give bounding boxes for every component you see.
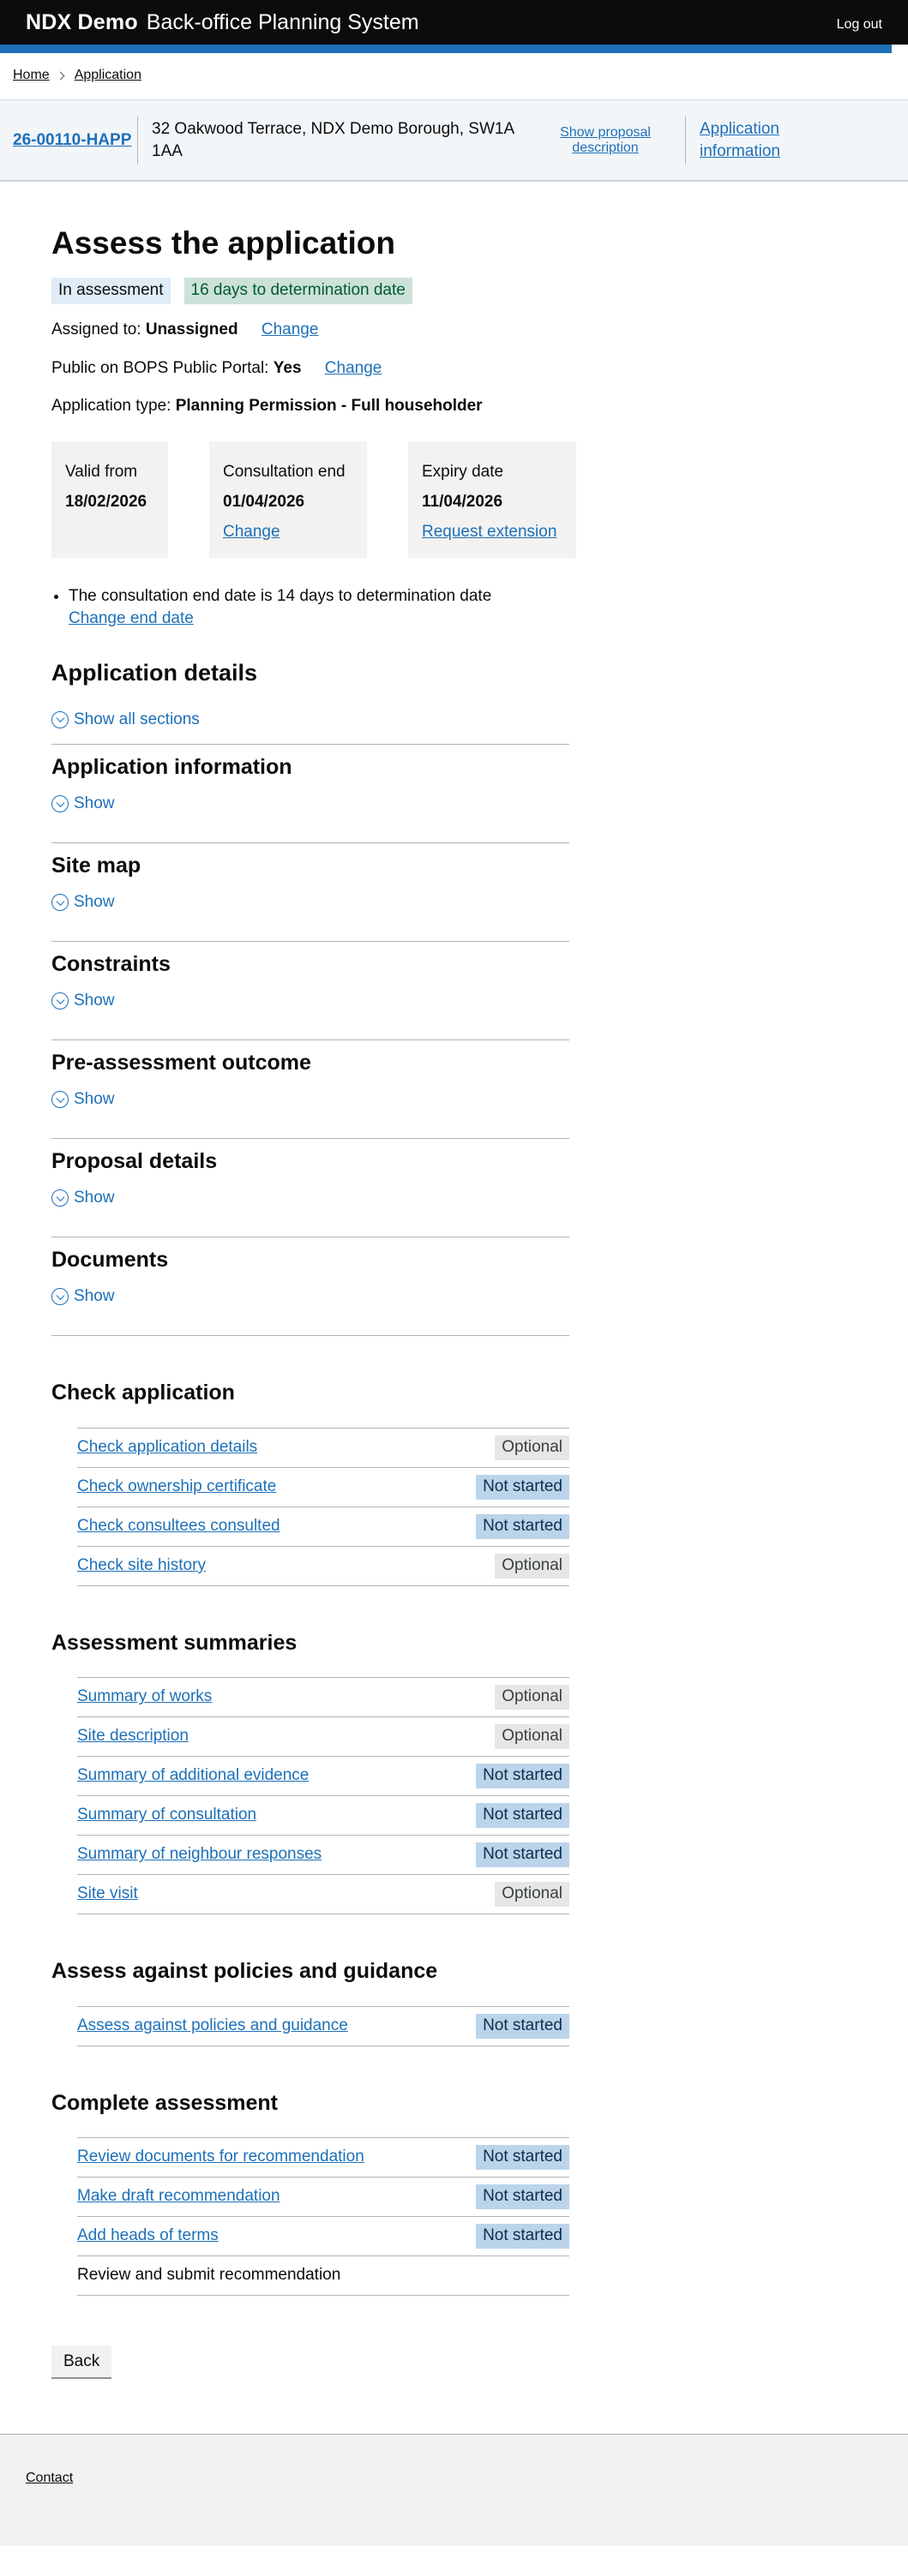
back-button[interactable]: Back — [51, 2345, 111, 2377]
task-groups — [51, 1379, 857, 2296]
chevron-down-icon — [51, 1091, 69, 1108]
task-link[interactable]: Assess against policies and guidance — [77, 2016, 348, 2034]
show-all-sections-button[interactable] — [51, 710, 857, 731]
application-reference-link[interactable]: 26-00110-HAPP — [13, 130, 132, 149]
brand-name: NDX Demo — [26, 9, 138, 34]
application-details-accordion — [51, 744, 569, 1336]
task-list — [77, 2006, 569, 2046]
show-all-sections-label: Show all sections — [74, 710, 200, 728]
breadcrumb-home[interactable]: Home — [13, 68, 50, 83]
accordion-section-heading: Documents — [51, 1248, 169, 1273]
task-group — [51, 1629, 857, 1915]
page-title: Assess the application — [51, 225, 395, 261]
task-status-badge: Not started — [476, 1764, 569, 1788]
task-status-badge: Not started — [476, 2145, 569, 2170]
task-status-badge: Optional — [495, 1435, 569, 1460]
contact-link[interactable]: Contact — [26, 2471, 74, 2486]
task-row — [77, 1716, 569, 1756]
accordion-section — [51, 1039, 569, 1138]
task-link[interactable]: Site visit — [77, 1884, 138, 1903]
accordion-show-label: Show — [74, 1089, 115, 1108]
accordion-show-button[interactable] — [51, 1286, 569, 1308]
breadcrumb-application[interactable]: Application — [74, 68, 141, 83]
task-row — [77, 1428, 569, 1467]
task-row — [77, 1756, 569, 1795]
valid-from-label: Valid from — [65, 463, 138, 482]
application-details-heading: Application details — [51, 660, 258, 686]
public-portal-value: Yes — [273, 358, 302, 377]
accordion-show-label: Show — [74, 794, 115, 812]
change-assignee-link[interactable]: Change — [261, 321, 319, 339]
task-list — [77, 1428, 569, 1586]
status-badge: In assessment — [51, 278, 171, 304]
accordion-section — [51, 744, 569, 842]
task-list — [77, 1677, 569, 1914]
accordion-show-label: Show — [74, 1188, 115, 1207]
accordion-show-button[interactable] — [51, 1089, 569, 1111]
expiry-date-card — [408, 441, 576, 558]
breadcrumb — [0, 53, 908, 99]
accordion-show-label: Show — [74, 892, 115, 911]
task-group-heading: Assess against policies and guidance — [51, 1959, 438, 1984]
task-link[interactable]: Summary of additional evidence — [77, 1766, 310, 1785]
chevron-down-icon — [51, 992, 69, 1009]
days-remaining-badge: 16 days to determination date — [184, 278, 412, 304]
valid-from-value: 18/02/2026 — [65, 492, 147, 511]
task-status-badge: Optional — [495, 1685, 569, 1710]
task-row — [77, 1507, 569, 1546]
expiry-date-value: 11/04/2026 — [422, 492, 503, 511]
task-link[interactable]: Check ownership certificate — [77, 1477, 277, 1495]
task-link[interactable]: Check application details — [77, 1437, 258, 1456]
task-list — [77, 2137, 569, 2296]
accordion-section — [51, 842, 569, 941]
task-status-badge: Not started — [476, 2224, 569, 2249]
valid-from-card — [51, 441, 168, 558]
task-row — [77, 1546, 569, 1585]
accordion-section — [51, 1237, 569, 1335]
logout-link[interactable]: Log out — [836, 17, 882, 32]
accordion-section-heading: Proposal details — [51, 1149, 218, 1174]
task-link[interactable]: Review documents for recommendation — [77, 2148, 364, 2166]
chevron-down-icon — [51, 795, 69, 812]
task-status-badge: Optional — [495, 1554, 569, 1579]
consultation-notice-text: The consultation end date is 14 days to determination date — [69, 587, 492, 606]
accordion-section — [51, 941, 569, 1039]
application-information-link[interactable]: Application information — [700, 119, 780, 160]
change-public-portal-link[interactable]: Change — [324, 358, 382, 377]
task-status-badge: Optional — [495, 1724, 569, 1749]
accordion-section — [51, 1138, 569, 1237]
consultation-notice — [51, 585, 857, 629]
key-dates — [51, 441, 857, 558]
change-end-date-link[interactable]: Change end date — [69, 608, 194, 627]
application-type-value: Planning Permission - Full householder — [175, 397, 483, 416]
accordion-section-heading: Pre-assessment outcome — [51, 1051, 311, 1075]
task-row — [77, 2177, 569, 2216]
task-link[interactable]: Check site history — [77, 1555, 206, 1574]
change-consultation-end-link[interactable]: Change — [223, 522, 280, 541]
status-tags — [51, 278, 857, 304]
chevron-down-icon — [51, 711, 69, 728]
task-link[interactable]: Add heads of terms — [77, 2226, 219, 2245]
task-row — [77, 2216, 569, 2255]
task-link[interactable]: Site description — [77, 1727, 189, 1746]
list-item — [69, 585, 857, 629]
assigned-to-value: Unassigned — [145, 321, 238, 339]
task-row — [77, 1677, 569, 1716]
task-row — [77, 1467, 569, 1507]
task-status-badge: Not started — [476, 1842, 569, 1867]
service-name: Back-office Planning System — [146, 9, 419, 34]
header-accent-bar — [0, 45, 892, 53]
accordion-show-button[interactable] — [51, 991, 569, 1012]
task-row — [77, 1795, 569, 1835]
accordion-section-heading: Application information — [51, 755, 292, 780]
task-group-heading: Assessment summaries — [51, 1630, 298, 1655]
site-address: 32 Oakwood Terrace, NDX Demo Borough, SW1A 1AA — [152, 119, 514, 160]
accordion-show-button[interactable] — [51, 1188, 569, 1209]
accordion-show-label: Show — [74, 1286, 115, 1305]
task-row — [77, 1874, 569, 1914]
task-group — [51, 1957, 857, 2046]
public-portal-row — [51, 358, 857, 380]
task-status-badge: Not started — [476, 2014, 569, 2039]
application-summary-bar — [0, 99, 908, 182]
consultation-end-card — [209, 441, 367, 558]
consultation-end-value: 01/04/2026 — [223, 492, 305, 511]
task-group — [51, 1379, 857, 1586]
chevron-down-icon — [51, 1189, 69, 1207]
task-row — [77, 2137, 569, 2177]
task-group-heading: Check application — [51, 1381, 235, 1405]
expiry-date-label: Expiry date — [422, 463, 504, 482]
accordion-section-heading: Site map — [51, 854, 141, 878]
request-extension-link[interactable]: Request extension — [422, 522, 557, 541]
application-type-row — [51, 396, 857, 417]
task-row — [77, 2006, 569, 2046]
accordion-show-label: Show — [74, 991, 115, 1009]
public-portal-label: Public on BOPS Public Portal: — [51, 358, 269, 377]
task-link[interactable]: Summary of works — [77, 1687, 213, 1706]
chevron-down-icon — [51, 1288, 69, 1305]
task-row — [77, 2255, 569, 2295]
assigned-to-row — [51, 320, 857, 341]
task-status-badge: Not started — [476, 1475, 569, 1500]
task-row — [77, 1835, 569, 1874]
task-link[interactable]: Check consultees consulted — [77, 1516, 280, 1535]
show-proposal-description-link[interactable]: Show proposal description — [560, 124, 651, 155]
chevron-down-icon — [51, 894, 69, 911]
task-link[interactable]: Summary of consultation — [77, 1806, 257, 1824]
consultation-end-label: Consultation end — [223, 463, 346, 482]
chevron-right-icon — [56, 72, 64, 81]
accordion-section-heading: Constraints — [51, 952, 171, 977]
assigned-to-label: Assigned to: — [51, 321, 141, 339]
main-content — [0, 225, 908, 2377]
task-link[interactable]: Summary of neighbour responses — [77, 1845, 322, 1864]
task-status-badge: Optional — [495, 1882, 569, 1907]
task-label: Review and submit recommendation — [77, 2266, 341, 2285]
task-status-badge: Not started — [476, 1514, 569, 1539]
accordion-show-button[interactable] — [51, 794, 569, 815]
application-type-label: Application type: — [51, 397, 171, 416]
task-status-badge: Not started — [476, 1803, 569, 1828]
task-group-heading: Complete assessment — [51, 2090, 279, 2115]
accordion-show-button[interactable] — [51, 892, 569, 914]
task-status-badge: Not started — [476, 2184, 569, 2209]
site-footer — [0, 2434, 908, 2546]
task-group — [51, 2089, 857, 2297]
task-link[interactable]: Make draft recommendation — [77, 2187, 280, 2206]
site-header — [0, 0, 908, 45]
